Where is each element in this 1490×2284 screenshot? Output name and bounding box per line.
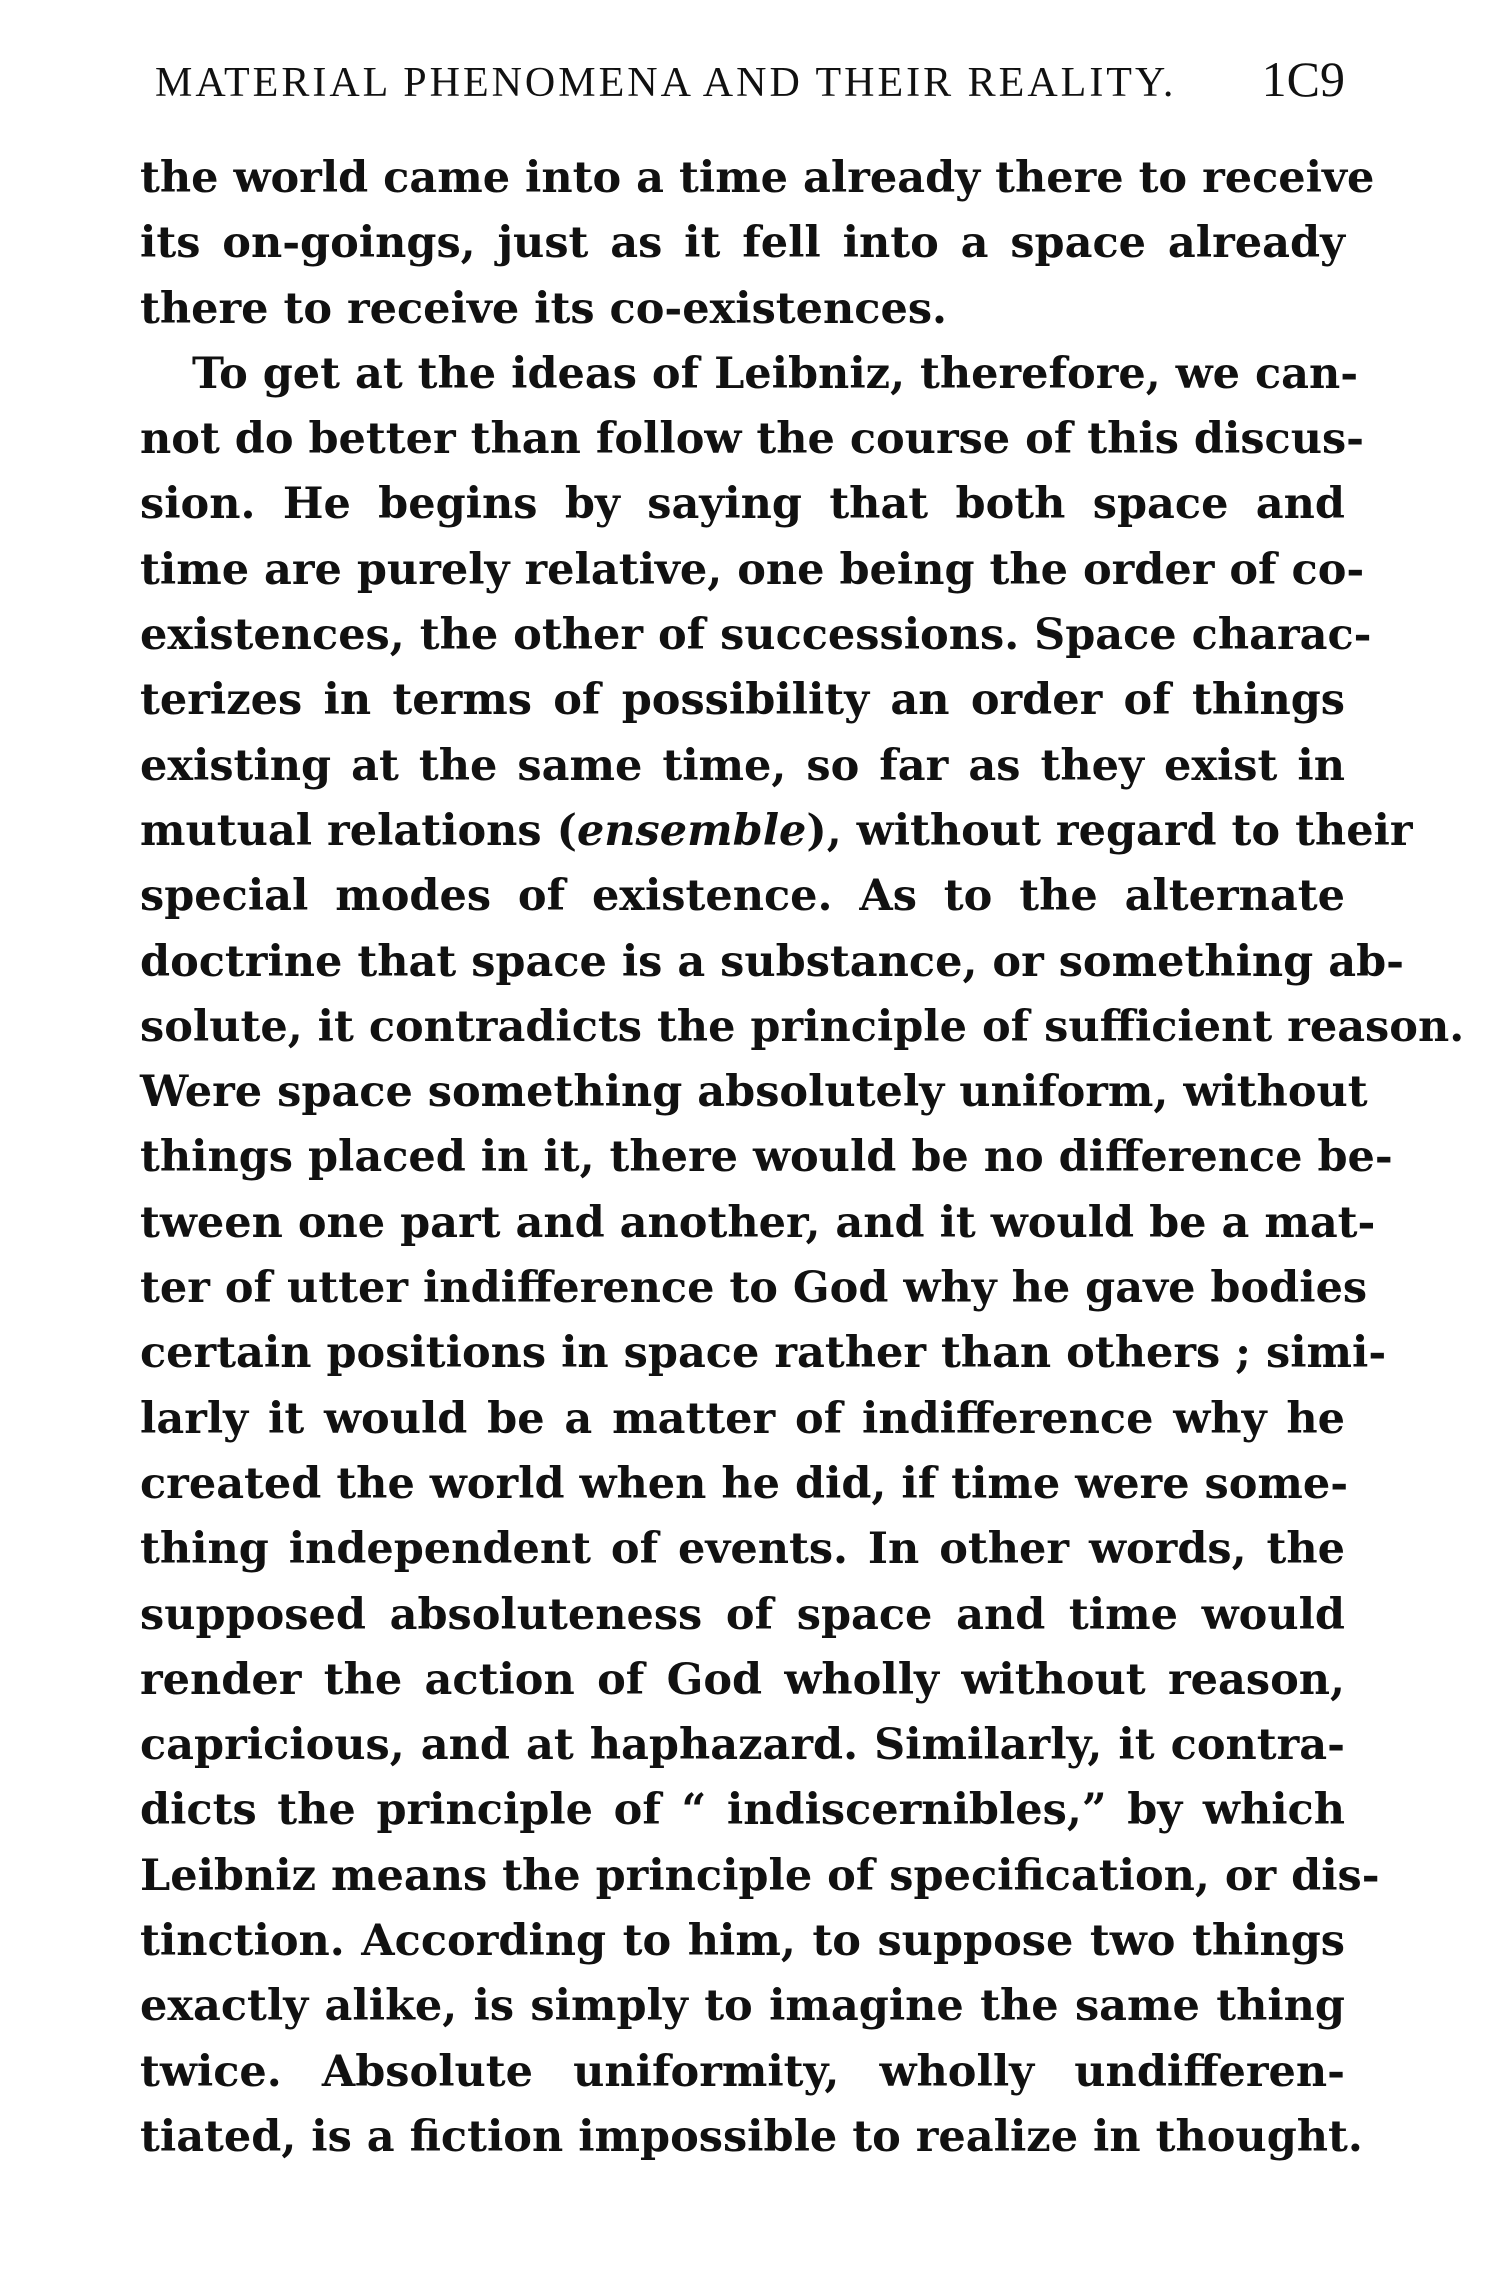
running-head xyxy=(155,50,1345,120)
text-line: things placed in it, there would be no difference be- xyxy=(140,1132,1393,1183)
text-line: Were space something absolutely uniform, without xyxy=(140,1067,1368,1118)
text-line: supposed absoluteness of space and time would xyxy=(140,1589,1345,1640)
text-line: Leibniz means the principle of specification, or dis- xyxy=(140,1850,1380,1901)
text-line: its on-goings, just as it fell into a space already xyxy=(140,218,1345,269)
text-line: created the world when he did, if time were some- xyxy=(140,1458,1349,1509)
text-line: time are purely relative, one being the order of co- xyxy=(140,544,1365,595)
text-line: twice. Absolute uniformity, wholly undifferen- xyxy=(140,2046,1345,2097)
text-line: dicts the principle of “ indiscernibles,” by which xyxy=(140,1785,1345,1836)
text-line: there to receive its co-existences. xyxy=(140,283,948,334)
text-line: doctrine that space is a substance, or something ab- xyxy=(140,936,1404,987)
text-line: tween one part and another, and it would be a mat- xyxy=(140,1197,1376,1248)
text-line: not do better than follow the course of this discus- xyxy=(140,414,1365,465)
text-line: ter of utter indifference to God why he gave bodies xyxy=(140,1263,1368,1314)
text-segment: mutual relations ( xyxy=(140,805,577,856)
text-line: capricious, and at haphazard. Similarly, it contra- xyxy=(140,1720,1345,1771)
text-line: existences, the other of successions. Space charac- xyxy=(140,610,1372,661)
text-line: exactly alike, is simply to imagine the same thing xyxy=(140,1981,1345,2032)
text-line: terizes in terms of possibility an order of things xyxy=(140,675,1345,726)
italic-term: ensemble xyxy=(576,805,807,856)
text-line: the world came into a time already there to receive xyxy=(140,153,1375,203)
text-line: existing at the same time, so far as they exist in xyxy=(140,740,1345,791)
text-line: larly it would be a matter of indifference why he xyxy=(140,1393,1345,1444)
text-line: render the action of God wholly without reason, xyxy=(140,1654,1345,1705)
text-line: tinction. According to him, to suppose two things xyxy=(140,1916,1345,1967)
text-line xyxy=(140,799,1413,864)
text-line: special modes of existence. As to the alternate xyxy=(140,871,1345,922)
text-line: sion. He begins by saying that both space and xyxy=(140,479,1345,530)
body-text xyxy=(140,146,1465,2170)
text-line: thing independent of events. In other words, the xyxy=(140,1524,1345,1575)
text-line: To get at the ideas of Leibniz, therefore, we can- xyxy=(192,348,1359,399)
running-title: MATERIAL PHENOMENA AND THEIR REALITY. xyxy=(155,60,1177,106)
text-line: tiated, is a fiction impossible to realize in thought. xyxy=(140,2111,1363,2162)
text-segment: ), without regard to their xyxy=(806,805,1413,856)
text-line: solute, it contradicts the principle of sufficient reason. xyxy=(140,1001,1465,1052)
text-line: certain positions in space rather than others ; simi- xyxy=(140,1328,1387,1379)
page-number: 1C9 xyxy=(1261,51,1345,107)
